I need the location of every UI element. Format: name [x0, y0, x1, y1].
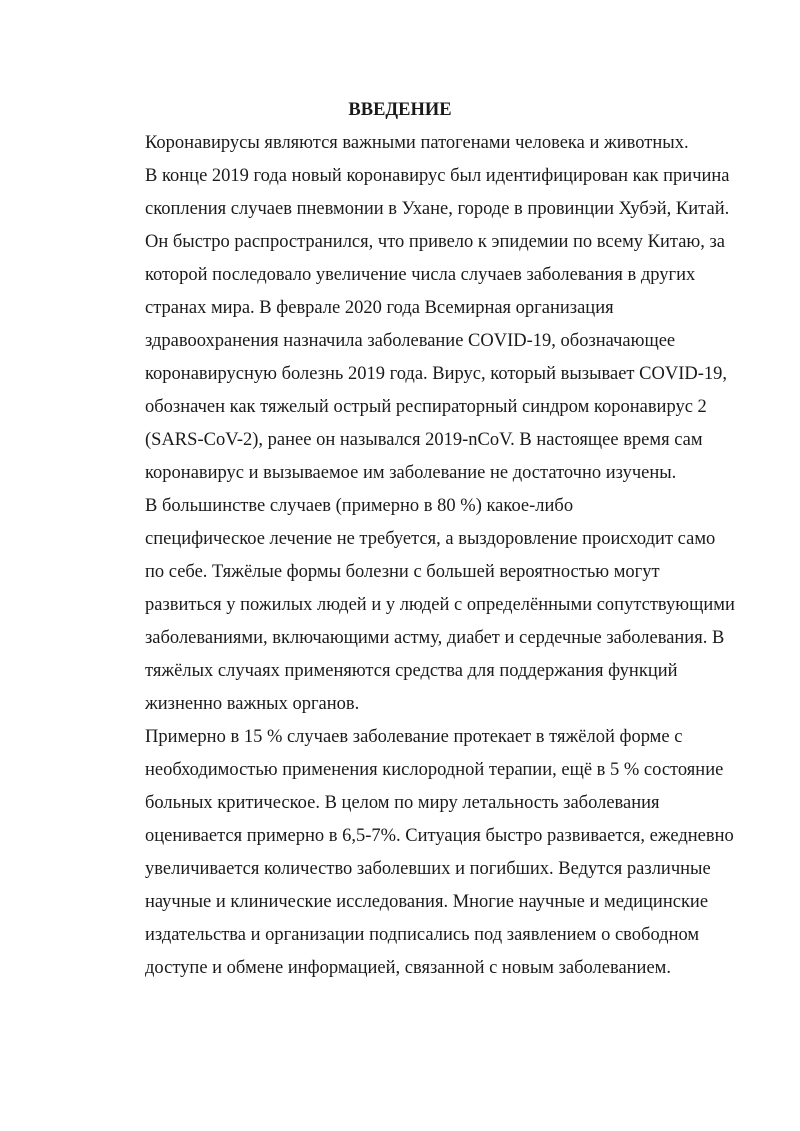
text-line: заболеваниями, включающими астму, диабет и сердечные заболевания. В: [145, 628, 725, 648]
text-line: коронавирус и вызываемое им заболевание не достаточно изучены.: [145, 463, 677, 483]
text-line: тяжёлых случаях применяются средства для поддержания функций: [145, 661, 678, 681]
text-line: скопления случаев пневмонии в Ухане, городе в провинции Хубэй, Китай.: [145, 199, 730, 219]
text-line: странах мира. В феврале 2020 года Всемирная организация: [145, 298, 614, 318]
text-line: больных критическое. В целом по миру летальность заболевания: [145, 793, 660, 813]
text-line: увеличивается количество заболевших и погибших. Ведутся различные: [145, 859, 711, 879]
page-title: ВВЕДЕНИЕ: [348, 100, 452, 120]
text-line: жизненно важных органов.: [145, 694, 360, 714]
page-content: [98, 94, 735, 985]
text-line: научные и клинические исследования. Многие научные и медицинские: [145, 892, 709, 912]
paragraph: [98, 721, 734, 985]
text-line: Он быстро распространился, что привело к эпидемии по всему Китаю, за: [145, 232, 726, 252]
text-line: В конце 2019 года новый коронавирус был идентифицирован как причина: [145, 166, 730, 186]
text-line: издательства и организации подписались под заявлением о свободном: [145, 925, 700, 945]
text-line: оценивается примерно в 6,5-7%. Ситуация быстро развивается, ежедневно: [145, 826, 734, 846]
body-text: [98, 127, 735, 985]
paragraph: [98, 127, 730, 490]
text-line: доступе и обмене информацией, связанной с новым заболеванием.: [145, 958, 672, 978]
text-line: Коронавирусы являются важными патогенами человека и животных.: [145, 133, 689, 153]
text-line: Примерно в 15 % случаев заболевание протекает в тяжёлой форме с: [145, 727, 683, 747]
text-line: которой последовало увеличение числа случаев заболевания в других: [145, 265, 696, 285]
text-line: специфическое лечение не требуется, а выздоровление происходит само: [145, 529, 716, 549]
text-line: (SARS-CoV-2), ранее он назывался 2019-nCoV. В настоящее время сам: [145, 430, 703, 450]
text-line: необходимостью применения кислородной терапии, ещё в 5 % состояние: [145, 760, 724, 780]
text-line: В большинстве случаев (примерно в 80 %) какое-либо: [145, 496, 574, 516]
paragraph: [98, 490, 735, 721]
text-line: обозначен как тяжелый острый респираторный синдром коронавирус 2: [145, 397, 707, 417]
text-line: развиться у пожилых людей и у людей с определёнными сопутствующими: [145, 595, 735, 615]
text-line: здравоохранения назначила заболевание COVID-19, обозначающее: [145, 331, 676, 351]
text-line: коронавирусную болезнь 2019 года. Вирус, который вызывает COVID-19,: [145, 364, 728, 384]
text-line: по себе. Тяжёлые формы болезни с большей вероятностью могут: [145, 562, 660, 582]
